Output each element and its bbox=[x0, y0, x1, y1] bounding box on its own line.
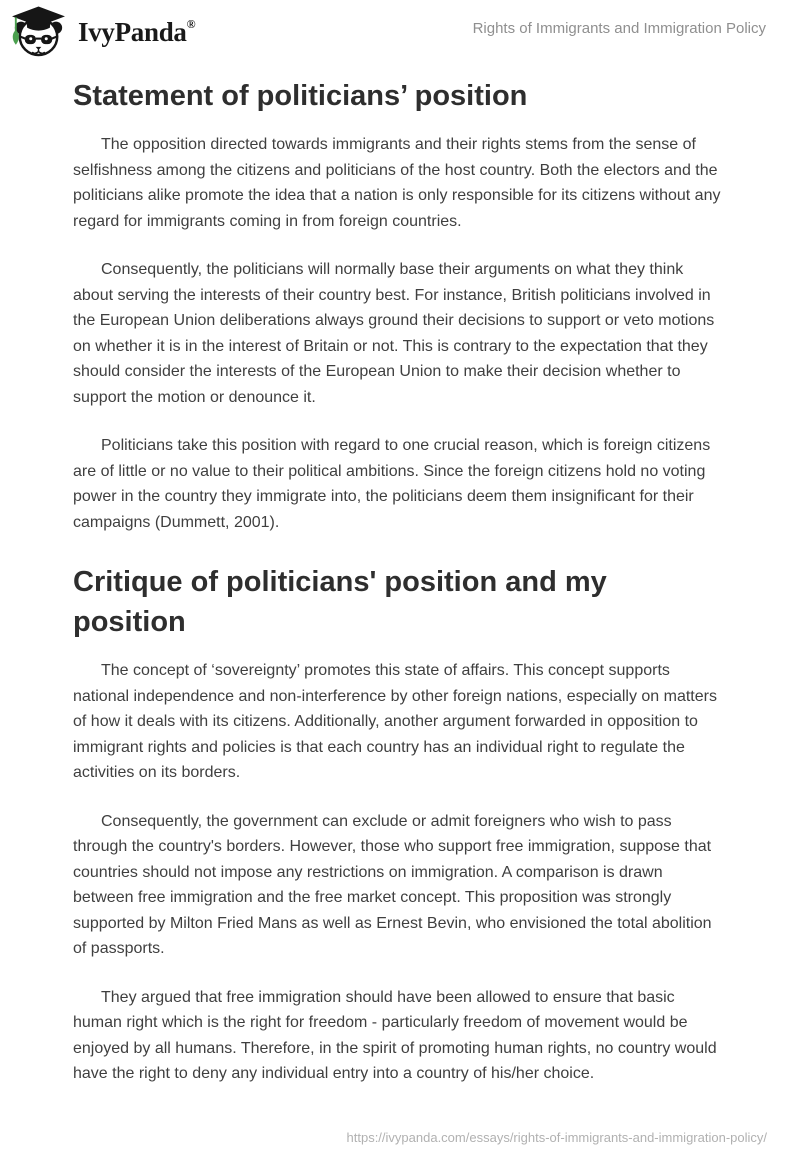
source-url: https://ivypanda.com/essays/rights-of-immigrants-and-immigration-policy/ bbox=[346, 1130, 767, 1145]
essay-content bbox=[73, 76, 726, 1087]
brand-name bbox=[78, 18, 195, 46]
paragraph: The opposition directed towards immigrants and their rights stems from the sense of selfishness among the citizens and politicians of the host country. Both the electors and the politicians alike promote the idea that a nation is only responsible for its citizens without any regard for immigrants coming in from foreign countries. bbox=[73, 136, 721, 230]
ivypanda-logo bbox=[10, 6, 195, 58]
registered-trademark: ® bbox=[186, 17, 196, 31]
section-heading: Critique of politicians' position and my position bbox=[73, 566, 607, 638]
section-heading: Statement of politicians’ position bbox=[73, 80, 528, 112]
panda-graduate-icon bbox=[10, 6, 67, 58]
section-critique-of-politicians-position bbox=[73, 562, 726, 1087]
document-title: Rights of Immigrants and Immigration Policy bbox=[472, 20, 766, 37]
paragraph: Consequently, the politicians will normally base their arguments on what they think about serving the interests of their country best. For instance, British politicians involved in the European Union deliberations always ground their decisions to support or veto motions on whether it is in the interest of Britain or not. This is contrary to the expectation that they should consider the interests of the European Union to make their decision whether to support the motion or denounce it. bbox=[73, 261, 715, 406]
paragraph: The concept of ‘sovereignty’ promotes this state of affairs. This concept supports national independence and non-interference by other foreign nations, especially on matters of how it deals with its citizens. Additionally, another argument forwarded in opposition to immigrant rights and policies is that each country has an individual right to regulate the activities on its borders. bbox=[73, 662, 717, 781]
page-header bbox=[0, 0, 800, 58]
paragraph: They argued that free immigration should have been allowed to ensure that basic human right which is the right for freedom - particularly freedom of movement would be enjoyed by all humans. Therefore, in the spirit of promoting human rights, no country would have the right to deny any individual entry into a country of his/her choice. bbox=[73, 988, 717, 1082]
section-statement-of-politicians-position bbox=[73, 76, 726, 535]
brand-name-text: IvyPanda bbox=[78, 17, 187, 47]
paragraph: Politicians take this position with regard to one crucial reason, which is foreign citizens are of little or no value to their political ambitions. Since the foreign citizens hold no voting power in the country they immigrate into, the politicians deem them insignificant for their campaigns (Dummett, 2001). bbox=[73, 437, 711, 531]
paragraph: Consequently, the government can exclude or admit foreigners who wish to pass through the country's borders. However, those who support free immigration, suppose that countries should not impose any restrictions on immigration. A comparison is drawn between free immigration and the free market concept. This proposition was strongly supported by Milton Fried Mans as well as Ernest Bevin, who envisioned the total abolition of passports. bbox=[73, 812, 712, 957]
